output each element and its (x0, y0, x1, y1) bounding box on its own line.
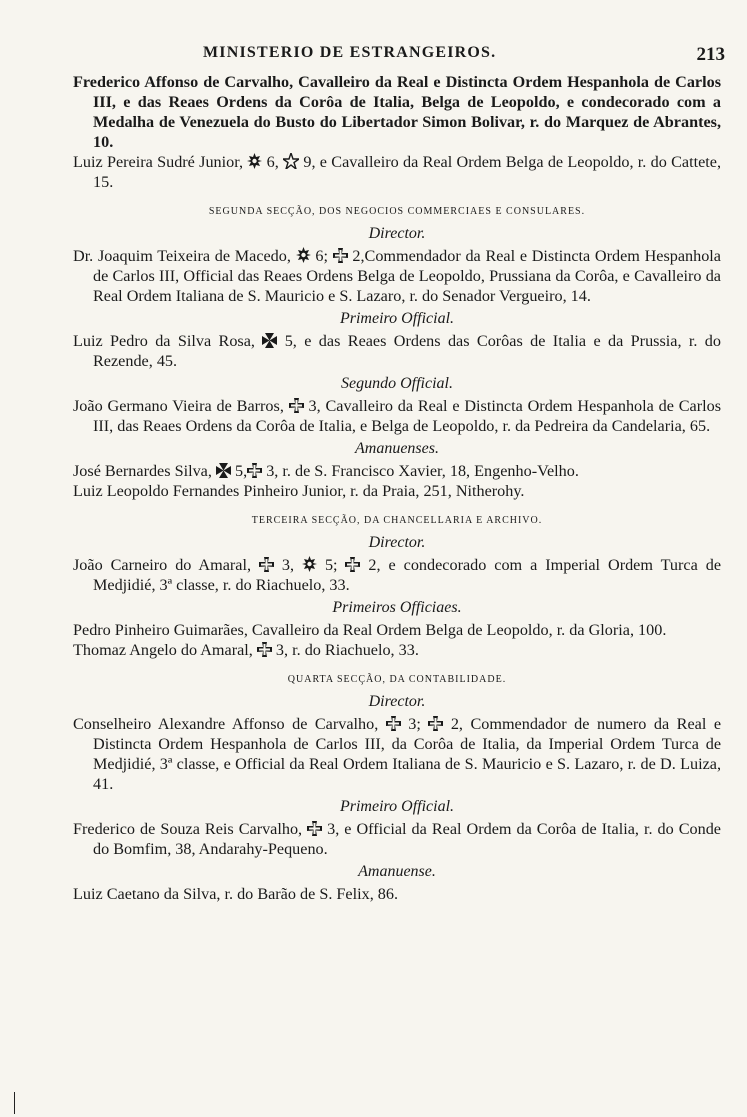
entry-thomaz-angelo: Thomaz Angelo do Amaral, 3, r. do Riachuelo, 33. (73, 641, 419, 659)
entry-jose-bernardes: José Bernardes Silva, 5, 3, r. de S. Francisco Xavier, 18, Engenho-Velho. (73, 462, 579, 480)
christ-order-cross-icon (257, 642, 272, 657)
role-heading-director: Director. (368, 534, 426, 551)
christ-order-cross-icon (289, 398, 304, 413)
entry-alexandre-affonso: Conselheiro Alexandre Affonso de Carvalho, 3; 2, Commendador de numero da Real e Distincta Ordem Hespanhola de Carlos III, da Corôa de Italia, da Imperial Ordem Turca de Medjidié, 3ª classe, e Official da Real Ordem Italiana de S. Mauricio e S. Lazaro, r. de D. Luiza, 41. (73, 715, 722, 793)
christ-order-cross-icon (428, 716, 443, 731)
imperial-rose-order-icon (296, 247, 311, 263)
role-heading-primeiro-official: Primeiro Official. (339, 798, 455, 815)
role-heading-director: Director. (368, 225, 426, 242)
christ-order-cross-icon (247, 463, 262, 478)
christ-order-cross-icon (307, 821, 322, 836)
entry-frederico-souza: Frederico de Souza Reis Carvalho, 3, e Official da Real Ordem da Corôa de Italia, r. do Conde do Bomfim, 38, Andarahy-Pequeno. (73, 820, 721, 858)
section-heading-quarta: QUARTA SECÇÃO, DA CONTABILIDADE. (287, 674, 507, 685)
entry-pedro-pinheiro: Pedro Pinheiro Guimarães, Cavalleiro da Real Ordem Belga de Leopoldo, r. da Gloria, 100. (73, 621, 667, 639)
entry-luiz-pedro-rosa: Luiz Pedro da Silva Rosa, 5, e das Reaes Ordens das Corôas de Italia e da Prussia, r. do Rezende, 45. (73, 332, 721, 370)
document-page (73, 44, 725, 904)
imperial-rose-order-icon (302, 556, 317, 572)
role-heading-primeiro-official: Primeiro Official. (339, 310, 455, 327)
page-title: MINISTERIO DE ESTRANGEIROS. (203, 44, 497, 61)
entry-frederico-affonso: Frederico Affonso de Carvalho, Cavalleiro da Real e Distincta Ordem Hespanhola de Carlos III, e das Reaes Ordens da Corôa de Italia, Belga de Leopoldo, e condecorado com a Medalha de Venezuela do Busto do Libertador Simon Bolivar, r. do Marquez de Abrantes, 10. (73, 73, 721, 151)
section-heading-terceira: TERCEIRA SECÇÃO, DA CHANCELLARIA E ARCHIVO. (251, 515, 543, 526)
maltese-cross-icon (216, 463, 231, 478)
christ-order-cross-icon (345, 557, 360, 572)
role-heading-amanuenses: Amanuenses. (355, 440, 439, 457)
page-number: 213 (696, 44, 725, 65)
entry-luiz-sudre: Luiz Pereira Sudré Junior, 6, 9, e Cavalleiro da Real Ordem Belga de Leopoldo, r. do Cattete, 15. (73, 153, 721, 191)
christ-order-cross-icon (386, 716, 401, 731)
margin-pencil-mark (14, 1092, 15, 1114)
entry-luiz-leopoldo: Luiz Leopoldo Fernandes Pinheiro Junior, r. da Praia, 251, Nitherohy. (73, 482, 525, 500)
star-order-icon (283, 153, 299, 169)
entry-joaquim-macedo: Dr. Joaquim Teixeira de Macedo, 6; 2,Commendador da Real e Distincta Ordem Hespanhola de Carlos III, Official das Reaes Ordens Belga de Leopoldo, Prussiana da Corôa, e Cavalleiro da Real Ordem Italiana de S. Mauricio e S. Lazaro, r. do Senador Vergueiro, 14. (73, 247, 721, 305)
entry-joao-carneiro: João Carneiro do Amaral, 3, 5; 2, e condecorado com a Imperial Ordem Turca de Medjidié, 3ª classe, r. do Riachuelo, 33. (73, 556, 721, 594)
entry-luiz-caetano: Luiz Caetano da Silva, r. do Barão de S. Felix, 86. (73, 885, 399, 903)
christ-order-cross-icon (333, 248, 348, 263)
role-heading-segundo-official: Segundo Official. (341, 375, 453, 392)
page-header (73, 44, 725, 72)
entry-joao-germano: João Germano Vieira de Barros, 3, Cavalleiro da Real e Distincta Ordem Hespanhola de Carlos III, das Reaes Ordens da Corôa de Italia, e Belga de Leopoldo, r. da Pedreira da Candelaria, 65. (73, 397, 722, 435)
christ-order-cross-icon (259, 557, 274, 572)
imperial-rose-order-icon (247, 153, 262, 169)
section-heading-segunda: SEGUNDA SECÇÃO, DOS NEGOCIOS COMMERCIAES E CONSULARES. (208, 206, 586, 217)
role-heading-director: Director. (368, 693, 426, 710)
maltese-cross-icon (262, 333, 277, 348)
role-heading-amanuense: Amanuense. (358, 863, 436, 880)
role-heading-primeiros-officiaes: Primeiros Officiaes. (332, 599, 462, 616)
